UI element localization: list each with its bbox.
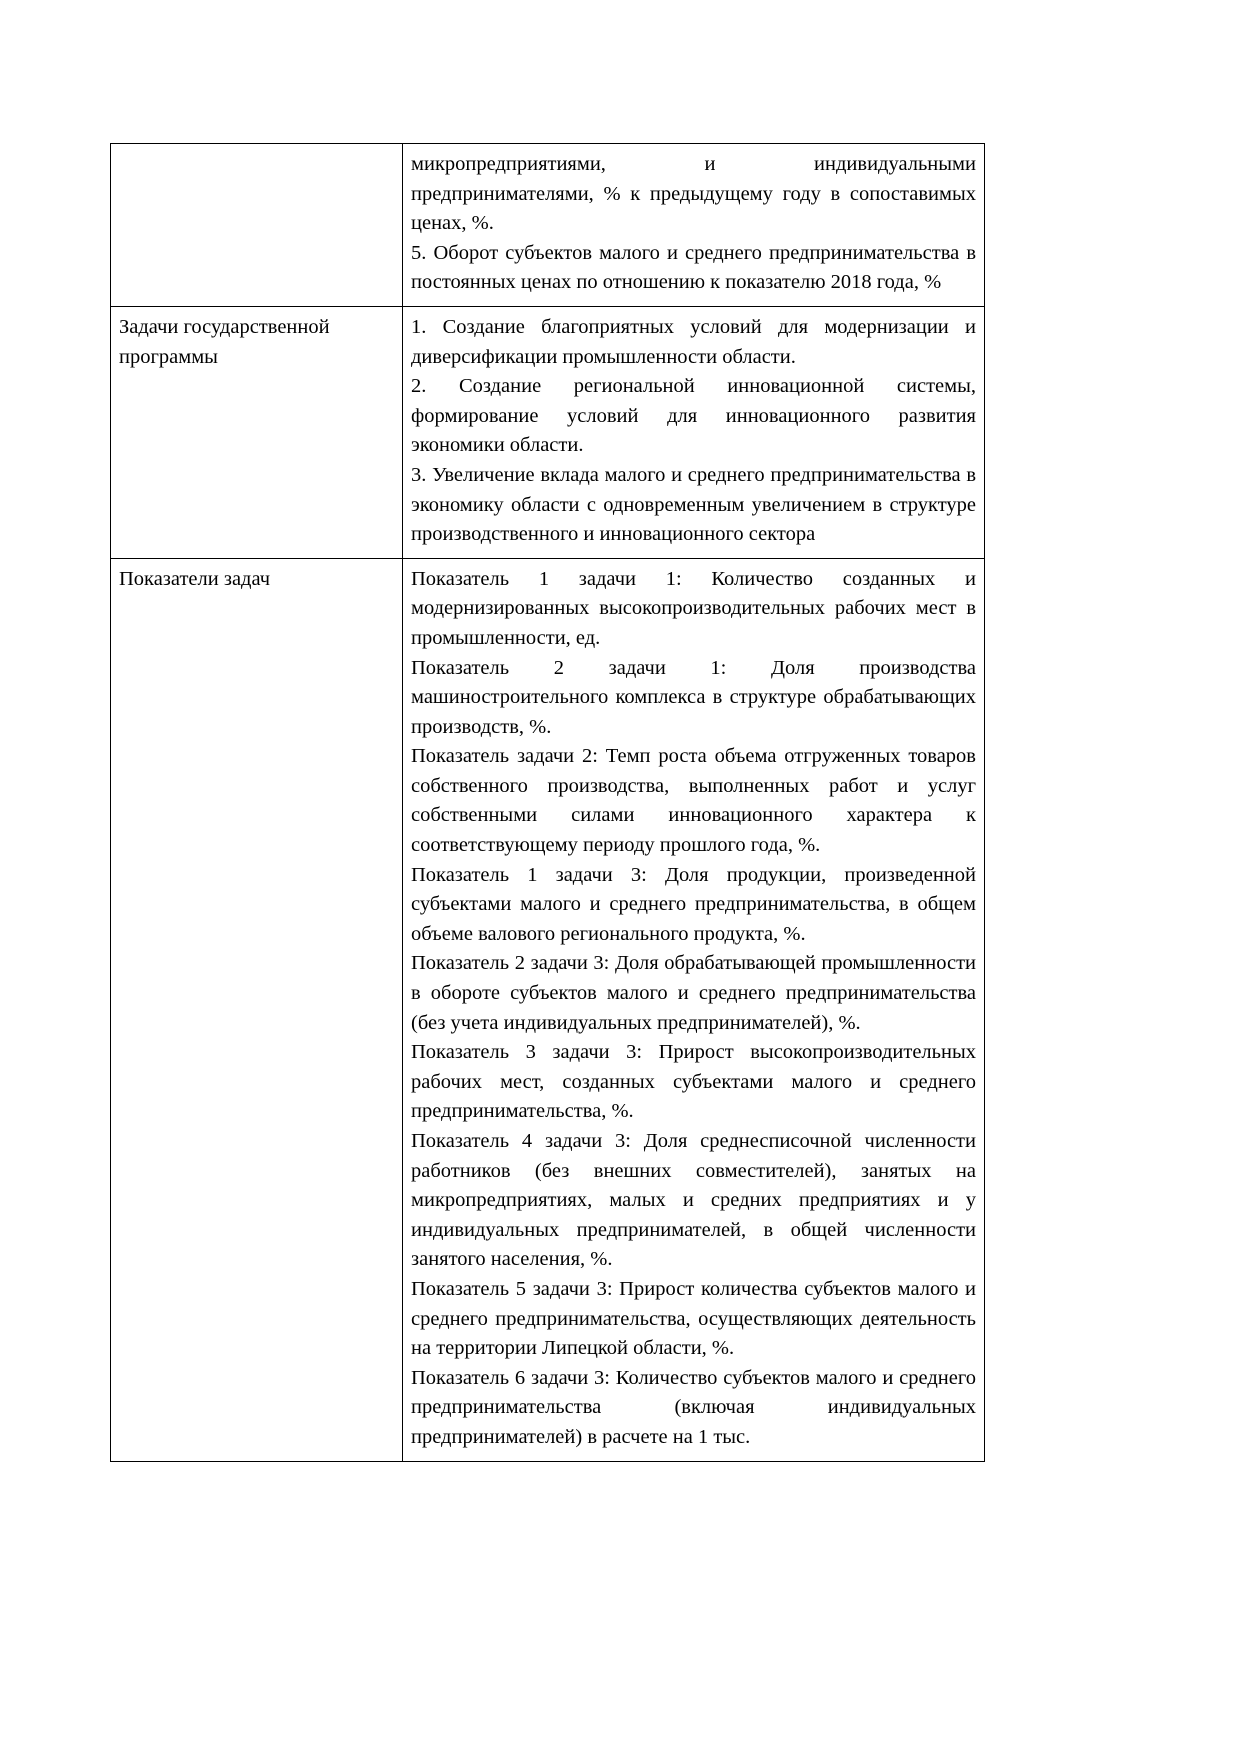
value-paragraph: Показатель 1 задачи 3: Доля продукции, произведенной субъектами малого и среднего предпринимательства, в общем объеме валового регионального продукта, %. <box>411 863 976 945</box>
table-row <box>111 558 985 1461</box>
program-parameters-table <box>110 143 985 1462</box>
value-paragraph: 2. Создание региональной инновационной системы, формирование условий для инновационного развития экономики области. <box>411 375 976 457</box>
row-label: Задачи государственной программы <box>119 315 330 368</box>
value-paragraph: Показатель 1 задачи 1: Количество созданных и модернизированных высокопроизводительных рабочих мест в промышленности, ед. <box>411 567 976 649</box>
row-value-cell <box>403 306 985 558</box>
value-paragraph: Показатель 3 задачи 3: Прирост высокопроизводительных рабочих мест, созданных субъектами малого и среднего предпринимательства, %. <box>411 1041 976 1123</box>
value-paragraph: Показатель 2 задачи 3: Доля обрабатывающей промышленности в обороте субъектов малого и среднего предпринимательства (без учета индивидуальных предпринимателей), %. <box>411 952 976 1034</box>
table-body <box>111 144 985 1462</box>
value-paragraph: Показатель 6 задачи 3: Количество субъектов малого и среднего предпринимательства (включая индивидуальных предпринимателей) в расчете на 1 тыс. <box>411 1366 976 1448</box>
value-paragraph: Показатель 4 задачи 3: Доля среднесписочной численности работников (без внешних совместителей), занятых на микропредприятиях, малых и средних предприятиях и у индивидуальных предпринимателей, в общей численности занятого населения, %. <box>411 1130 976 1271</box>
row-label-cell <box>111 144 403 307</box>
value-paragraph: 3. Увеличение вклада малого и среднего предпринимательства в экономику области с одновременным увеличением в структуре производственного и инновационного сектора <box>411 463 976 546</box>
value-paragraph: Показатель 5 задачи 3: Прирост количества субъектов малого и среднего предпринимательства, осуществляющих деятельность на территории Липецкой области, %. <box>411 1277 976 1360</box>
value-paragraph: 1. Создание благоприятных условий для модернизации и диверсификации промышленности области. <box>411 315 976 368</box>
row-label-cell <box>111 306 403 558</box>
value-paragraph: Показатель задачи 2: Темп роста объема отгруженных товаров собственного производства, выполненных работ и услуг собственными силами инновационного характера к соответствующему периоду прошлого года, %. <box>411 745 976 857</box>
row-value-cell <box>403 558 985 1461</box>
row-label <box>119 150 394 160</box>
table-row <box>111 144 985 307</box>
value-paragraph: микропредприятиями, и индивидуальными предпринимателями, % к предыдущему году в сопоставимых ценах, %. <box>411 153 976 235</box>
table-row <box>111 306 985 558</box>
row-label: Показатели задач <box>119 567 271 590</box>
row-value-cell <box>403 144 985 307</box>
value-paragraph: Показатель 2 задачи 1: Доля производства машиностроительного комплекса в структуре обрабатывающих производств, %. <box>411 656 976 738</box>
row-label-cell <box>111 558 403 1461</box>
value-paragraph: 5. Оборот субъектов малого и среднего предпринимательства в постоянных ценах по отношению к показателю 2018 года, % <box>411 241 976 294</box>
